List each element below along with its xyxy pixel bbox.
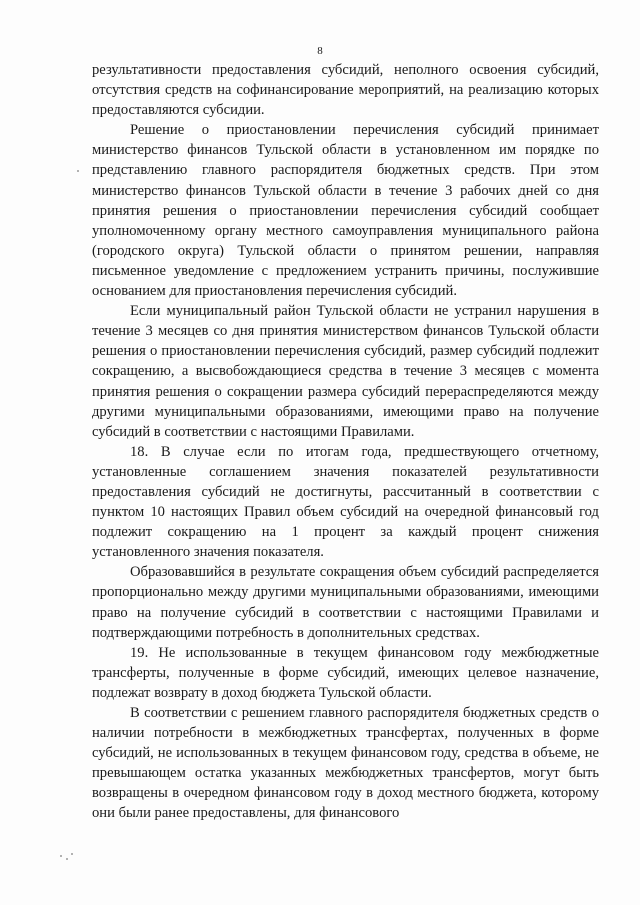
paragraph-suspension-decision: Решение о приостановлении перечисления субсидий принимает министерство финансов Тульской области в установленном им порядке по представлению главного распорядителя бюджетных средств. При этом министерство финансов Тульской области в течение 3 рабочих дней со дня принятия решения о приостановлении перечисления субсидий сообщает уполномоченному органу местного самоуправления муниципального района (городского округа) Тульской области о принятом решении, направляя письменное уведомление с предложением устранить причины, послужившие основанием для приостановления перечисления субсидий.: [92, 122, 599, 300]
paragraph-item-19: 19. Не использованные в текущем финансовом году межбюджетные трансферты, полученные в форме субсидий, имеющих целевое назначение, подлежат возврату в доход бюджета Тульской области.: [92, 644, 599, 701]
scan-speck: [77, 170, 79, 172]
paragraph-continuation: результативности предоставления субсидий, неполного освоения субсидий, отсутствия средств на софинансирование мероприятий, на реализацию которых предоставляются субсидии.: [92, 62, 599, 119]
paragraph-redistribution: Образовавшийся в результате сокращения объем субсидий распределяется пропорционально между другими муниципальными образованиями, имеющими право на получение субсидий в соответствии с настоящими Правилами и подтверждающими потребность в дополнительных средствах.: [92, 564, 599, 641]
body-text: [92, 60, 599, 824]
paragraph-reduction-of-subsidies: Если муниципальный район Тульской области не устранил нарушения в течение 3 месяцев со дня принятия министерством финансов Тульской области решения о приостановлении перечисления субсидий, размер субсидий подлежит сокращению, а высвобождающиеся средства в течение 3 месяцев с момента принятия решения о сокращении размера субсидий перераспределяются между другими муниципальными образованиями, имеющими право на получение субсидий в соответствии с настоящими Правилами.: [92, 303, 599, 440]
scan-speck: [71, 853, 73, 855]
paragraph-item-18: 18. В случае если по итогам года, предшествующего отчетному, установленные соглашением значения показателей результативности предоставления субсидий не достигнуты, рассчитанный в соответствии с пунктом 10 настоящих Правил объем субсидий на очередной финансовый год подлежит сокращению на 1 процент за каждый процент снижения установленного значения показателя.: [92, 443, 599, 561]
paragraph-return-of-transfers: В соответствии с решением главного распорядителя бюджетных средств о наличии потребности в межбюджетных трансфертах, полученных в форме субсидий, не использованных в текущем финансовом году, средства в объеме, не превышающем остатка указанных межбюджетных трансфертов, могут быть возвращены в очередном финансовом году в доход местного бюджета, которому они были ранее предоставлены, для финансового: [92, 705, 599, 822]
page-number: 8: [317, 45, 323, 57]
scan-speck: [60, 855, 62, 857]
scan-speck: [66, 858, 68, 860]
